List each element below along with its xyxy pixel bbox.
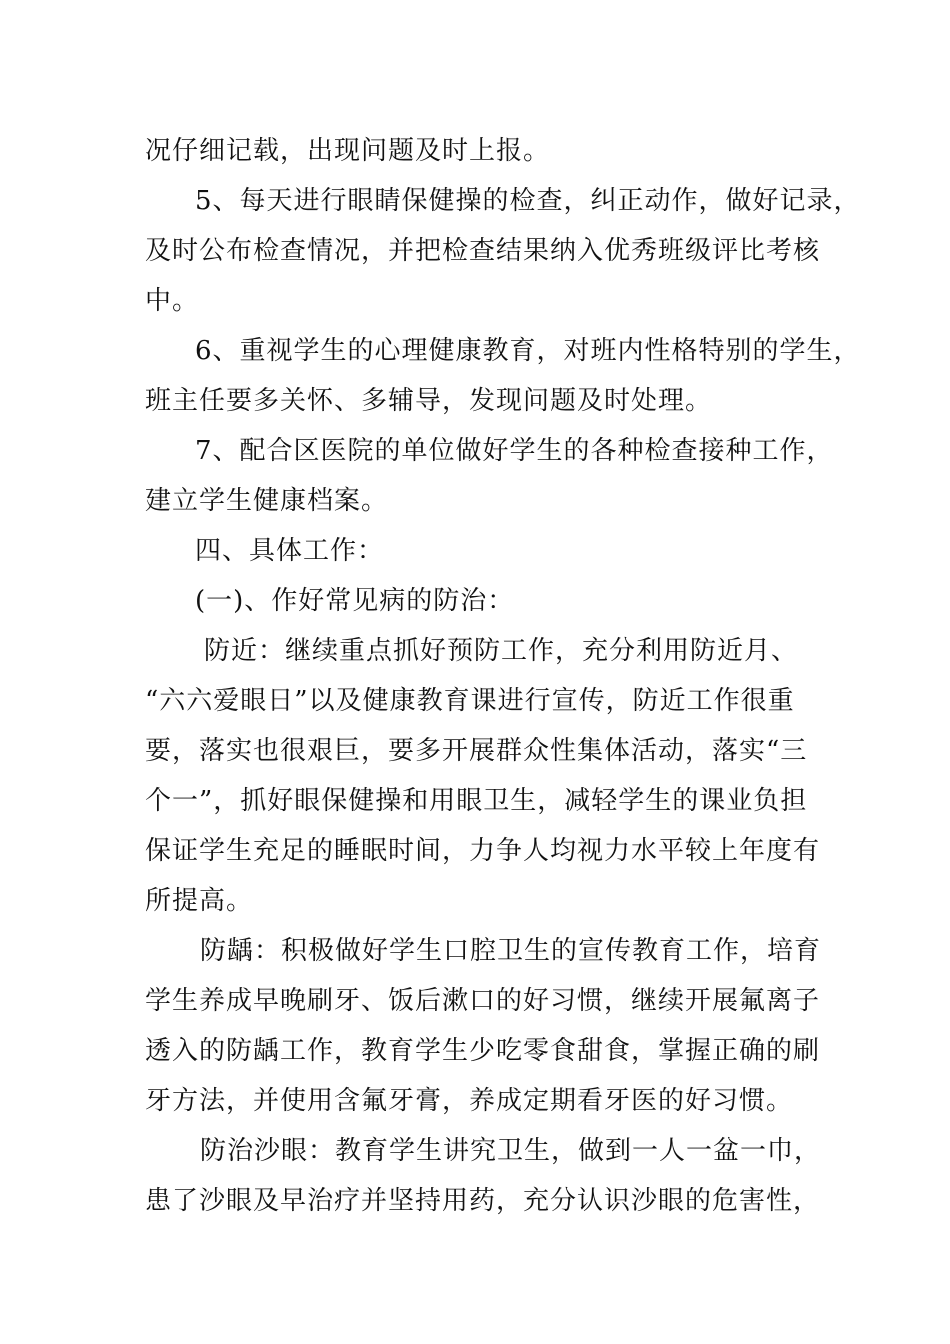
paragraph-line: 7、配合区医院的单位做好学生的各种检查接种工作， (195, 436, 834, 466)
paragraph-line: 中。 (145, 286, 200, 316)
paragraph-line: 所提高。 (145, 886, 254, 916)
paragraph-line: 透入的防龋工作，教育学生少吃零食甜食，掌握正确的刷 (145, 1036, 821, 1066)
paragraph-line: 班主任要多关怀、多辅导，发现问题及时处理。 (145, 386, 713, 416)
paragraph-line: 防近：继续重点抓好预防工作，充分利用防近月、 (204, 636, 799, 666)
subsection-heading: (一)、作好常见病的防治： (195, 586, 515, 616)
paragraph-line: 要，落实也很艰巨，要多开展群众性集体活动，落实“三 (145, 736, 808, 766)
paragraph-line: 个一”，抓好眼保健操和用眼卫生，减轻学生的课业负担 (145, 786, 808, 816)
paragraph-line: 学生养成早晚刷牙、饭后漱口的好习惯，继续开展氟离子 (145, 986, 821, 1016)
paragraph-line: “六六爱眼日”以及健康教育课进行宣传，防近工作很重 (145, 686, 795, 716)
paragraph-line: 防治沙眼：教育学生讲究卫生，做到一人一盆一巾， (200, 1136, 822, 1166)
paragraph-line: 5、每天进行眼睛保健操的检查，纠正动作，做好记录， (195, 186, 861, 216)
paragraph-line: 及时公布检查情况，并把检查结果纳入优秀班级评比考核 (145, 236, 821, 266)
paragraph-line: 保证学生充足的睡眠时间，力争人均视力水平较上年度有 (145, 836, 821, 866)
paragraph-line: 防龋：积极做好学生口腔卫生的宣传教育工作，培育 (200, 936, 822, 966)
paragraph-line: 牙方法，并使用含氟牙膏，养成定期看牙医的好习惯。 (145, 1086, 794, 1116)
paragraph-line: 况仔细记载，出现问题及时上报。 (145, 136, 551, 166)
paragraph-line: 建立学生健康档案。 (145, 486, 389, 516)
section-heading: 四、具体工作： (195, 536, 385, 566)
paragraph-line: 患了沙眼及早治疗并坚持用药，充分认识沙眼的危害性， (145, 1186, 821, 1216)
paragraph-line: 6、重视学生的心理健康教育，对班内性格特别的学生， (195, 336, 861, 366)
